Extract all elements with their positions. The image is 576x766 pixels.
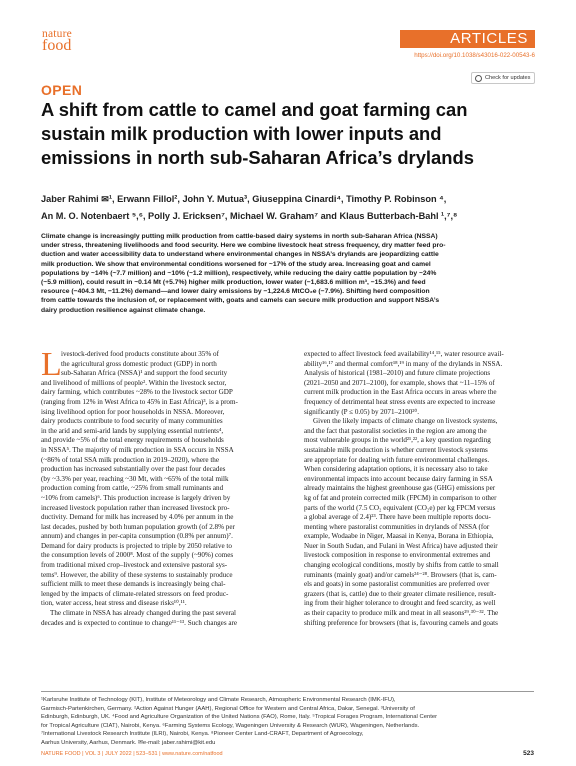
doi-link[interactable]: https://doi.org/10.1038/s43016-022-00543-6 xyxy=(414,52,535,59)
logo-line-2: food xyxy=(42,37,72,55)
body-line: frequency of detrimental heat stress events are expected to increase xyxy=(304,397,496,406)
body-line: (~86% of total SSA milk production in 2019–2020), where the xyxy=(41,455,220,464)
open-access-label: OPEN xyxy=(41,82,83,98)
body-line: the consumption levels of 2000⁸. Most of the supply (~90%) comes xyxy=(41,551,234,560)
check-updates-label: Check for updates xyxy=(485,75,531,81)
title-line: sustain milk production with lower inputs and xyxy=(41,123,442,144)
body-line: els and goats) in some pastoralist communities are preferred over xyxy=(304,580,490,589)
body-line: current milk production in the East Africa occurs in areas where the xyxy=(304,388,497,397)
body-line: as their capacity to produce milk and meat in all seasons²⁹,³⁰⁻³². The xyxy=(304,609,499,618)
abstract-line: (~5.9 million), could result in ~0.14 Mt (+5.7%) higher milk production, lower water (−1,683.6 million m³, −15.3%) and feed xyxy=(41,279,426,287)
body-line: expected to affect livestock feed availability¹⁴,¹⁵, water resource avail- xyxy=(304,350,504,358)
body-line: in NSSA⁵. The majority of milk production in SSA occurs in NSSA xyxy=(41,445,234,454)
abstract-line: milk production. We show that environmental conditions worsened for ~17% of the study area. Increasing goat and camel xyxy=(41,260,431,268)
body-line: Given the likely impacts of climate change on livestock systems, xyxy=(313,417,498,426)
body-line: changing ecological conditions, mostly by shifts from cattle to small xyxy=(304,561,499,570)
body-line: production has increased substantially over the past four decades xyxy=(41,465,226,474)
body-line: last decades, pushed by both human population growth (of 2.8% per xyxy=(41,522,235,531)
abstract-line: under stress, threatening livelihoods and food security. Here we combine livestock heat stress frequency, dry matter feed pro- xyxy=(41,242,446,250)
body-line: ising livelihood option for poor households in NSSA. Moreover, xyxy=(41,407,225,416)
body-line: most vulnerable groups in the world²¹,²², a key question regarding xyxy=(304,436,491,445)
body-line: example, Wodaabe in Niger, Maasai in Kenya, Borana in Ethiopia, xyxy=(304,532,494,541)
abstract-line: dairy production resilience against climate change. xyxy=(41,306,206,314)
affiliation-line: Aarhus University, Aarhus, Denmark. ✉e-mail: jaber.rahimi@kit.edu xyxy=(41,739,216,746)
body-line: ruminants (mainly goat) and/or camels²⁴⁻²⁸. Browsers (that is, cam- xyxy=(304,570,497,579)
body-line: and livelihood of millions of people². Within the livestock sector, xyxy=(41,378,227,387)
body-line: grazers (that is, cattle) due to their greater climate resilience, result- xyxy=(304,589,497,598)
body-line: shifting preference for browsers (that is, favouring camels and goats xyxy=(304,618,498,627)
citation-footer: NATURE FOOD | VOL 3 | JULY 2022 | 523–531 | www.nature.com/natfood xyxy=(41,751,223,757)
title-line: A shift from cattle to camel and goat farming can xyxy=(41,99,468,120)
body-line: are appropriate for dealing with future environmental challenges. xyxy=(304,455,490,464)
title-line: emissions in north sub-Saharan Africa’s drylands xyxy=(41,147,474,168)
check-updates-button[interactable] xyxy=(471,72,535,84)
footnote-divider xyxy=(41,691,534,692)
body-line: Nuer in South Sudan, and Fulani in West Africa) have adjusted their xyxy=(304,541,498,550)
article-title xyxy=(41,98,541,170)
article-type-banner: ARTICLES xyxy=(400,30,535,48)
body-column-left xyxy=(41,346,278,628)
abstract-line: resource (−404.3 Mt, −11.2%) demand—and lower dairy emissions by −1,224.6 MtCO₂e (−7.9%). Shifting herd composition xyxy=(41,288,430,296)
author-line[interactable]: An M. O. Notenbaert ⁵,⁶, Polly J. Ericksen⁷, Michael W. Graham⁷ and Klaus Butterbach-Bahl ¹,⁷,⁸ xyxy=(41,211,458,221)
drop-cap: L xyxy=(41,346,62,383)
body-line: ability¹⁶,¹⁷ and thermal comfort¹⁸,¹⁹ in many of the drylands in NSSA. xyxy=(304,359,503,368)
body-line: parts of the world (7.5 CO₂ equivalent (CO₂e) per kg FPCM versus xyxy=(304,503,496,512)
body-line: ing from their higher tolerance to drought and feed scarcity, as well xyxy=(304,599,496,608)
body-line: ivestock-derived food products constitute about 35% of xyxy=(61,350,219,358)
body-line: dairy products contribute to food security of many communities xyxy=(41,417,223,426)
journal-logo[interactable] xyxy=(42,30,82,53)
page-number: 523 xyxy=(523,750,534,757)
author-list xyxy=(41,191,541,225)
body-line: and provide ~5% of the total energy requirements of households xyxy=(41,436,224,445)
abstract xyxy=(41,232,541,315)
body-line: tems⁹. However, the ability of these systems to sustainably produce xyxy=(41,570,233,579)
body-line: lenged by the impacts of climate-related stressors on feed produc- xyxy=(41,589,229,598)
affiliations xyxy=(41,696,541,748)
body-line: When considering adaptation options, it is necessary also to take xyxy=(304,465,488,474)
refresh-icon xyxy=(475,75,482,82)
abstract-line: populations by ~14% (~7.7 million) and ~10% (~1.2 million), respectively, while reducing the dairy cattle population by ~24% xyxy=(41,269,437,277)
author-line[interactable]: Jaber Rahimi ✉¹, Erwann Fillol², John Y. Mutua³, Giuseppina Cinardi⁴, Timothy P. Robinson ⁴, xyxy=(41,194,447,204)
body-line: Analysis of historical (1981–2010) and future climate projections xyxy=(304,369,491,378)
body-line: increased livestock population rather than increased livestock pro- xyxy=(41,503,230,512)
body-line: decades and is expected to continue to change¹¹⁻¹³. Such changes are xyxy=(41,618,238,627)
body-line: and the fact that pastoralist societies in the region are among the xyxy=(304,426,487,435)
affiliation-line: Garmisch-Partenkirchen, Germany. ²Action Against Hunger (AAH), Regional Office for Western and Central Africa, Dakar, Senegal. ³University of xyxy=(41,705,415,712)
body-line: (by ~3.3% per year, reaching ~30 Mt, with ~65% of the total milk xyxy=(41,474,229,483)
body-line: kg of fat and protein corrected milk (FPCM) in comparison to other xyxy=(304,493,497,502)
body-line: sustainable milk production is whether current livestock systems xyxy=(304,445,488,454)
logo-line-1: nature xyxy=(42,28,72,40)
body-line: (ranging from 12% in West Africa to 45% in East Africa)³, is a prom- xyxy=(41,397,238,406)
body-line: livestock composition in response to environmental extremes and xyxy=(304,551,491,560)
body-line: Demand for dairy products is projected to triple by 2050 relative to xyxy=(41,541,232,550)
body-line: tion, water access, heat stress and disease risks¹⁰,¹¹. xyxy=(41,599,187,608)
body-line: (2021–2050 and 2071–2100), for example, shows that ~11–15% of xyxy=(304,378,495,387)
body-line: a global average of 2.4)²³. There have been multiple reports docu- xyxy=(304,513,491,522)
body-line: significantly (P ≤ 0.05) by 2071–2100²⁰. xyxy=(304,407,420,416)
abstract-line: duction and water accessibility data to understand where environmental changes in NSSA’s drylands are jeopardizing cattle xyxy=(41,251,439,259)
body-line: in the arid and semi-arid lands by supplying essential nutrients⁴, xyxy=(41,426,224,435)
body-line: environmental impacts into account because dairy farming in SSA xyxy=(304,474,493,483)
body-line: already maintains the highest greenhouse gas (GHG) emissions per xyxy=(304,484,496,493)
body-line: annum) and changes in per-capita consumption (0.8% per annum)⁷. xyxy=(41,532,233,541)
abstract-line: Climate change is increasingly putting milk production from cattle-based dairy systems in north sub-Saharan Africa (NSSA) xyxy=(41,233,438,240)
affiliation-line: ¹Karlsruhe Institute of Technology (KIT), Institute of Meteorology and Climate Research, Atmospheric Environmental Research (IMK-IFU), xyxy=(41,697,396,703)
affiliation-line: ⁷International Livestock Research Institute (ILRI), Nairobi, Kenya. ⁸Pioneer Center Land-CRAFT, Department of Agroecology, xyxy=(41,731,364,738)
abstract-line: from cattle towards the inclusion of, or replacement with, goats and camels can secure milk production and support NSSA’s xyxy=(41,297,440,305)
body-line: ductivity. Demand for milk has increased by 4.0% per annum in the xyxy=(41,513,234,522)
body-line: dairy farming, which contributes ~28% to the livestock sector GDP xyxy=(41,388,233,397)
affiliation-line: for Tropical Agriculture (CIAT), Nairobi, Kenya. ⁶Farming Systems Ecology, Wageningen University & Research (WUR), Wageningen, Netherlands. xyxy=(41,722,420,729)
body-line: sub-Saharan Africa (NSSA)¹ and support the food security xyxy=(61,369,228,378)
body-column-right xyxy=(304,350,541,628)
affiliation-line: Edinburgh, Edinburgh, UK. ⁴Food and Agriculture Organization of the United Nations (FAO), Rome, Italy. ⁵Tropical Forages Program, International Center xyxy=(41,714,438,721)
body-line: menting where pastoralist communities in drylands of NSSA (for xyxy=(304,522,490,531)
body-line: from traditional mixed crop–livestock and extensive pastoral sys- xyxy=(41,561,228,570)
body-line: ~10% from camels)⁶. This production increase is largely driven by xyxy=(41,493,231,502)
body-line: production coming from cattle, ~25% from small ruminants and xyxy=(41,484,224,493)
body-line: the agricultural gross domestic product (GDP) in north xyxy=(61,359,217,368)
body-line: The climate in NSSA has already changed during the past several xyxy=(50,609,236,618)
body-line: sufficient milk to meet these demands is increasingly being chal- xyxy=(41,580,226,589)
